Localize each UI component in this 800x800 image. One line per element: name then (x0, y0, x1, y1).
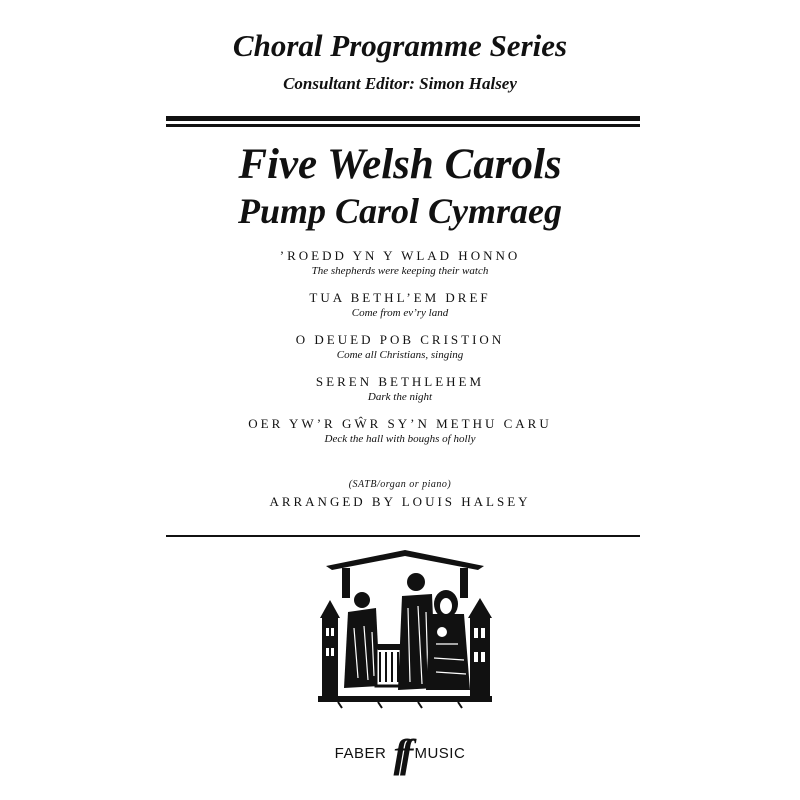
carol-item (0, 290, 800, 320)
arranger: ARRANGED BY LOUIS HALSEY (269, 494, 531, 509)
voicing: (SATB/organ or piano) (348, 479, 452, 490)
top-rule-thick (166, 116, 640, 121)
nativity-woodcut-icon (318, 548, 492, 710)
title-english: Five Welsh Carols (238, 141, 562, 188)
carol-english-title: Dark the night (367, 391, 433, 403)
carol-english-title: Deck the hall with boughs of holly (324, 433, 476, 445)
carol-item (0, 332, 800, 362)
middle-rule (166, 535, 640, 537)
publisher-name-left: FABER (334, 745, 387, 762)
carol-item (0, 416, 800, 446)
carol-english-title: The shepherds were keeping their watch (311, 265, 489, 277)
publisher-logo (0, 730, 800, 777)
series-title: Choral Programme Series (232, 28, 568, 63)
faber-ff-logo-icon: ff (393, 731, 408, 776)
carol-english-title: Come all Christians, singing (336, 349, 464, 361)
carol-welsh-title: SEREN BETHLEHEM (315, 374, 485, 389)
carol-welsh-title: OER YW’R GŴR SY’N METHU CARU (248, 416, 552, 431)
carol-english-title: Come from ev’ry land (351, 307, 449, 319)
carol-list (0, 248, 800, 458)
consultant-editor: Consultant Editor: Simon Halsey (283, 74, 517, 93)
carol-item (0, 374, 800, 404)
carol-item (0, 248, 800, 278)
title-welsh: Pump Carol Cymraeg (237, 191, 563, 231)
carol-welsh-title: TUA BETHL’EM DREF (309, 290, 491, 305)
publisher-name-right: MUSIC (414, 745, 466, 762)
carol-welsh-title: ’ROEDD YN Y WLAD HONNO (279, 248, 521, 263)
top-rule-thin (166, 124, 640, 127)
carol-welsh-title: O DEUED POB CRISTION (295, 332, 505, 347)
